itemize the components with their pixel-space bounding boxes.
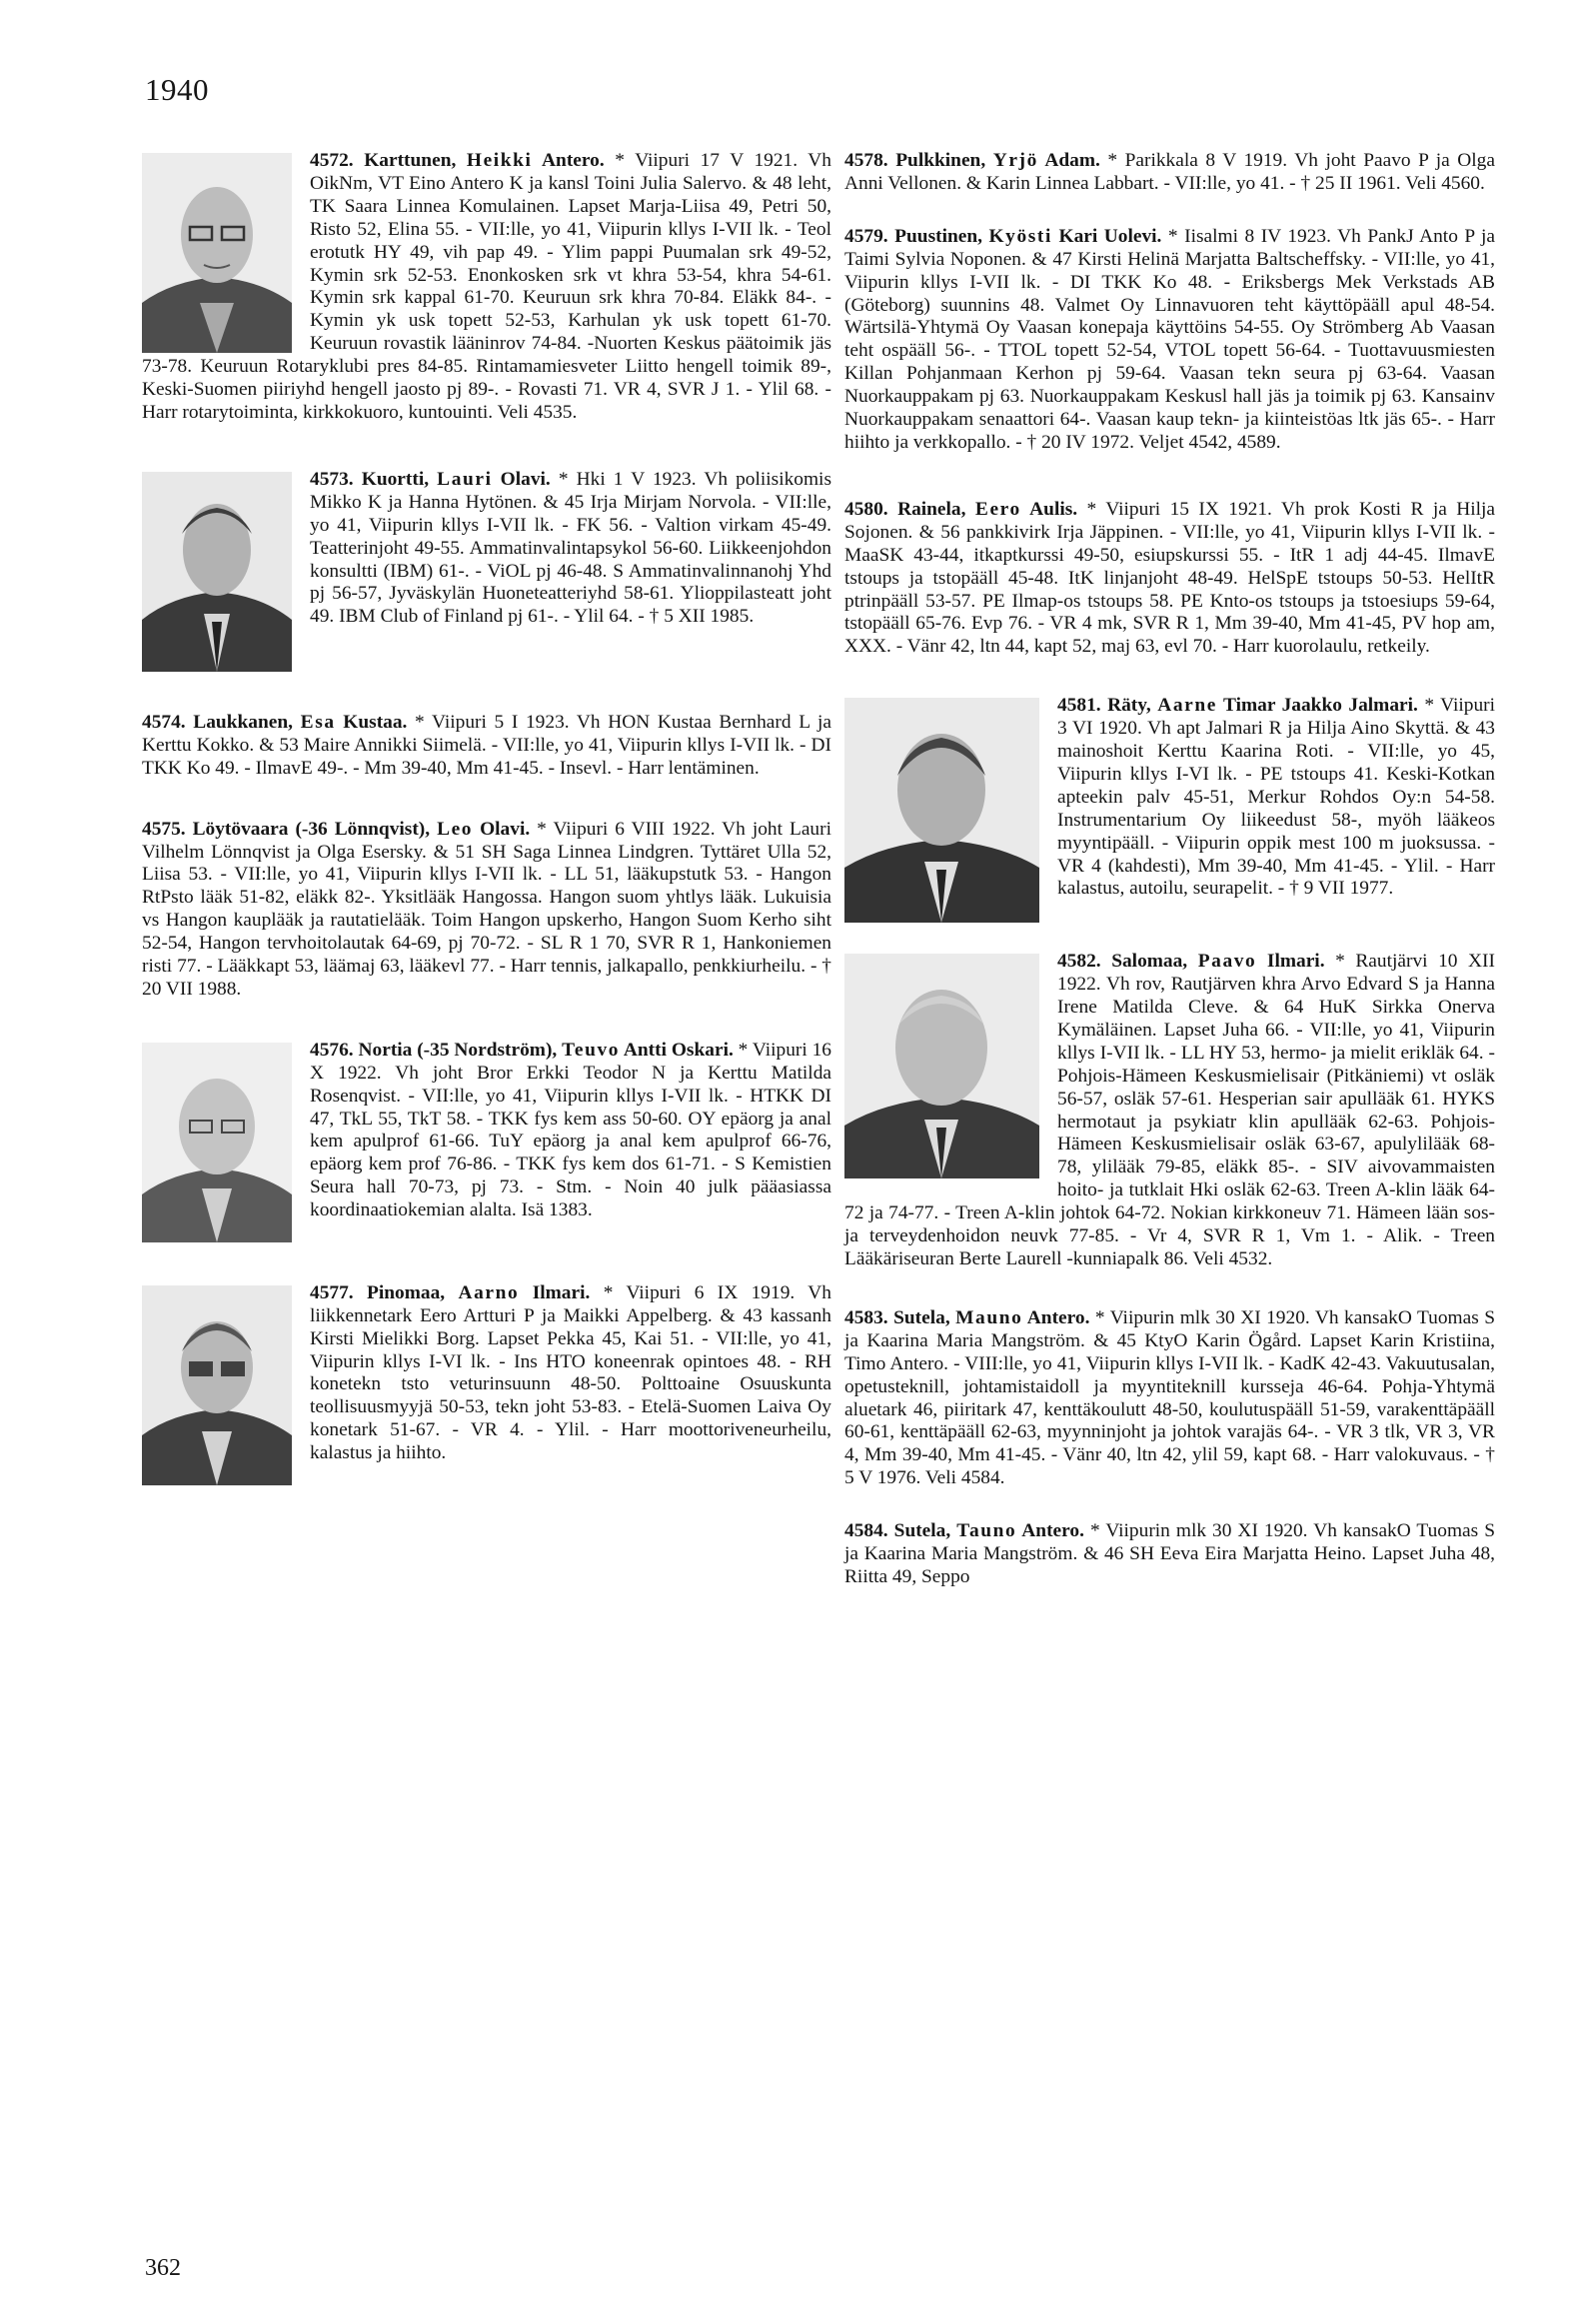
biography-entry-4573: 4573. Kuortti, Lauri Olavi. * Hki 1 V 1923. Vh poliisikomis Mikko K ja Hanna Hytönen. & 45 Irja Mirjam Norvola. - VII:lle, yo 41, Viipurin kllys I-VII lk. - FK 56. - Valtion virkam 45-49. Teatterinjoht 49-55. Ammatinvalintapsykol 56-60. Liikkeenjohdon konsultti (IBM) 61-. - ViOL pj 46-48. S Ammatinvalinnanohj Yhd pj 56-57, Jyväskylän Huoneteatteriyhd 58-61. Ylioppilasteatt joht 49. IBM Club of Finland pj 61-. - Ylil 64. - † 5 XII 1985.	[142, 469, 831, 674]
biography-entry-4572: 4572. Karttunen, Heikki Antero. * Viipuri 17 V 1921. Vh OikNm, VT Eino Antero K ja kansl Toini Julia Salervo. & 48 leht, TK Saara Linnea Komulainen. Lapset Marja-Liisa 49, Petri 50, Risto 52, Elina 55. - VII:lle, yo 41, Viipurin kllys I-VII lk. - Teol erotutk HY 49, vih pap 49. - Ylim pappi Puumalan srk 49-52, Kymin srk 52-53. Enonkosken srk vt khra 53-54, khra 54-61. Kymin srk kappal 61-70. Keuruun srk khra 70-84. Eläkk 84-. - Kymin yk usk topett 52-53, Karhulan yk usk topett 61-70. Keuruun rovastik lääninrov 74-84. -Nuorten Keskus päätoimik jäs 73-78. Keuruun Rotaryklubi pres 84-85. Rintamamiesveter Liitto hengell toimik 89-, Keski-Suomen piiriyhd hengell jaosto pj 89-. - Rovasti 71. VR 4, SVR J 1. - Ylil 68. - Harr rotarytoiminta, kirkkokuoro, kuntouinti. Veli 4535.	[142, 150, 831, 423]
portrait-photo	[142, 1043, 292, 1242]
biography-entry-4583: 4583. Sutela, Mauno Antero. * Viipurin mlk 30 XI 1920. Vh kansakO Tuomas S ja Kaarina Maria Mangström. & 45 KtyO Karin Ögård. Lapset Karin Kristiina, Timo Antero. - VIII:lle, yo 41, Viipurin kllys I-VII lk. - KadK 42-43. Vakuutusalan, opetusteknill, johtamistaidoll ja myyntiteknill kursseja 46-64. Pohja-Yhtymä aluetark 46, piiritark 47, kenttäkoulutt 48-50, koulutuspääll 51-59, varakenttäpääll 60-61, kenttäpääll 62-63, myynninjoht ja johtok varajäs 64-. - VR 3 tlk, VR 3, VR 4, Mm 39-40, Mm 41-45. - Vänr 40, ltn 42, ylil 59, kapt 68. - Harr valokuvaus. - † 5 V 1976. Veli 4584.	[844, 1306, 1495, 1489]
biography-entry-4580: 4580. Rainela, Eero Aulis. * Viipuri 15 IX 1921. Vh prok Kosti R ja Hilja Sojonen. & 56 pankkivirk Irja Jäppinen. - VII:lle, yo 41, Viipurin kllys I-VII lk. - MaaSK 43-44, itkaptkurssi 49-50, esiupskurssi 55. - ItR 1 adj 44-45. IlmavE tstoups ja tstopääll 45-48. ItK linjanjoht 48-49. HelSpE tstoups 50-53. HelItR ptrinpääll 53-57. PE Ilmap-os tstoups 58. PE Knto-os tstoups ja tstoesiups 59-64, tstopääll 65-76. Evp 76. - VR 4 mk, SVR R 1, Mm 39-40, Mm 41-45, PV hop am, XXX. - Vänr 42, ltn 44, kapt 52, maj 63, evl 70. - Harr kuorolaulu, retkeily.	[844, 498, 1495, 658]
portrait-photo	[142, 472, 292, 672]
portrait-photo	[142, 1285, 292, 1485]
biography-entry-4581: 4581. Räty, Aarne Timar Jaakko Jalmari. * Viipuri 3 VI 1920. Vh apt Jalmari R ja Hilja Aino Skyttä. & 43 mainoshoit Kerttu Kaarina Roti. - VII:lle, yo 45, Viipurin kllys I-VI lk. - PE tstoups 41. Keski-Kotkan apteekin palv 45-51, Merkur Rohdos Oy:n 54-58. Instrumentarium Oy liikeedust 58-, myöh lääkeos myyntipääll. - Viipurin oppik mest 100 m juoksussa. - VR 4 (kahdesti), Mm 39-40, Mm 41-45. - Ylil. - Harr kalastus, autoilu, seurapelit. - † 9 VII 1977.	[844, 695, 1495, 925]
biography-entry-4582: 4582. Salomaa, Paavo Ilmari. * Rautjärvi 10 XII 1922. Vh rov, Rautjärven khra Arvo Edvard S ja Hanna Irene Matilda Cleve. & 64 HuK Sirkka Onerva Kymäläinen. Lapset Juha 66. - VII:lle, yo 41, Viipurin kllys I-VII lk. - LL HY 53, hermo- ja mielit erikläk 64. - Pohjois-Hämeen Keskusmielisair (Pitkäniemi) vt osläk 56-57, osläk 57-61. Hesperian sair apullääk 61. HYKS hermotaut ja psykiatr klin apullääk 62-63. Pohjois-Hämeen Keskusmielisair osläk 63-67, apulylilääk 68-78, ylilääk 79-85, eläkk 85-. - SIV aivovammaisten hoito- ja tutklait Hki osläk 62-63. Treen A-klin lääk 64-72 ja 74-77. - Treen A-klin johtok 64-72. Nokian kirkkoneuv 71. Hämeen lään sos- ja terveydenhoidon neuvk 77-85. - Vr 4, SVR R 1, Vm 1. - Alik. - Treen Lääkäriseuran Berte Laurell -kunniapalk 86. Veli 4532.	[844, 951, 1495, 1269]
biography-entry-4577: 4577. Pinomaa, Aarno Ilmari. * Viipuri 6 IX 1919. Vh liikkennetark Eero Artturi P ja Maikki Appelberg. & 43 kassanh Kirsti Mielikki Borg. Lapset Pekka 45, Kai 51. - VII:lle, yo 41, Viipurin kllys I-VI lk. - Ins HTO koneenrak opintoes 48. - RH konetekn tsto veturinsuunn 48-50. Polttoaine Osuuskunta teollisuusmyyjä 50-53, tekn joht 53-83. - Etelä-Suomen Laiva Oy konetark 51-67. - VR 4. - Ylil. - Harr moottoriveneurheilu, kalastus ja hiihto.	[142, 1282, 831, 1487]
biography-entry-4576: 4576. Nortia (-35 Nordström), Teuvo Antti Oskari. * Viipuri 16 X 1922. Vh joht Bror Erkki Teodor N ja Kerttu Matilda Rosenqvist. - VII:lle, yo 41, Viipurin kllys I-VII lk. - HTKK DI 47, TkL 55, TkT 58. - TKK fys kem ass 50-60. OY epäorg ja anal kem apulprof 61-66. TuY epäorg ja anal kem apulprof 66-76, epäorg kem prof 76-86. - TKK fys kem dos 61-71. - S Kemistien Seura hall 70-73, pj 73. - Stm. - Noin 40 julk pääasiassa koordinaatiokemian alalta. Isä 1383.	[142, 1040, 831, 1244]
page-number: 362	[145, 2255, 181, 2281]
biography-entry-4579: 4579. Puustinen, Kyösti Kari Uolevi. * Iisalmi 8 IV 1923. Vh PankJ Anto P ja Taimi Sylvia Noponen. & 47 Kirsti Helinä Marjatta Baltscheffsky. - VII:lle, yo 41, Viipurin kllys I-VII lk. - DI TKK Ko 48. - Eriksbergs Mek Verkstads AB (Göteborg) suunnins 48. Valmet Oy Linnavuoren teht käyttöpääll apul 48-54. Wärtsilä-Yhtymä Oy Vaasan konepaja käyttöins 54-55. Oy Strömberg Ab Vaasan teht ospääll 56-. - TTOL topett 52-54, VTOL topett 56-64. - Tuottavuusmiesten Killan Pohjanmaan Kerhon pj 59-64. Vaasan tekn seura pj 63-64. Vaasan Nuorkauppakam pj 63. Nuorkauppakam Keskusl hall jäs ja toimik pj 63. Kansainv Nuorkauppakam senaattori 64-. Vaasan kaup tekn- ja kiinteistöas ltk jäs 65-. - Harr hiihto ja verkkopallo. - † 20 IV 1972. Veljet 4542, 4589.	[844, 225, 1495, 453]
biography-entry-4575: 4575. Löytövaara (-36 Lönnqvist), Leo Olavi. * Viipuri 6 VIII 1922. Vh joht Lauri Vilhelm Lönnqvist ja Olga Esersky. & 51 SH Saga Linnea Lindgren. Tyttäret Ulla 52, Liisa 53. - VII:lle, yo 41, Viipurin kllys I-VII lk. - LL 51, lääkupstutk 53. - Hangon RtPsto lääk 51-82, eläkk 82-. Yksitlääk Hangossa. Hangon suom yhtlys lääk. Lukuisia vs Hangon kauplääk ja rautatielääk. Toim Hangon upskerho, Hangon Suom Kerho siht 52-54, Hangon tervhoitolautak 64-69, pj 70-72. - SL R 1 70, SVR R 1, Hankoniemen risti 77. - Lääkkapt 53, läämaj 63, lääkevl 77. - Harr tennis, jalkapallo, penkkiurheilu. - † 20 VII 1988.	[142, 818, 831, 1000]
biography-entry-4574: 4574. Laukkanen, Esa Kustaa. * Viipuri 5 I 1923. Vh HON Kustaa Bernhard L ja Kerttu Kokko. & 53 Maire Annikki Siimelä. - VII:lle, yo 41, Viipurin kllys I-VII lk. - DI TKK Ko 49. - IlmavE 49-. - Mm 39-40, Mm 41-45. - Insevl. - Harr lentäminen.	[142, 711, 831, 779]
right-column	[844, 150, 1495, 1589]
biography-entry-4584: 4584. Sutela, Tauno Antero. * Viipurin mlk 30 XI 1920. Vh kansakO Tuomas S ja Kaarina Maria Mangström. & 46 SH Eeva Eira Marjatta Heino. Lapset Juha 48, Riitta 49, Seppo	[844, 1520, 1495, 1587]
page-year-header: 1940	[145, 72, 209, 107]
biography-entry-4578: 4578. Pulkkinen, Yrjö Adam. * Parikkala 8 V 1919. Vh joht Paavo P ja Olga Anni Vellonen. & Karin Linnea Labbart. - VII:lle, yo 41. - † 25 II 1961. Veli 4560.	[844, 150, 1495, 194]
portrait-photo	[844, 954, 1039, 1178]
left-column	[142, 150, 831, 1487]
portrait-photo	[844, 698, 1039, 923]
portrait-photo	[142, 153, 292, 353]
